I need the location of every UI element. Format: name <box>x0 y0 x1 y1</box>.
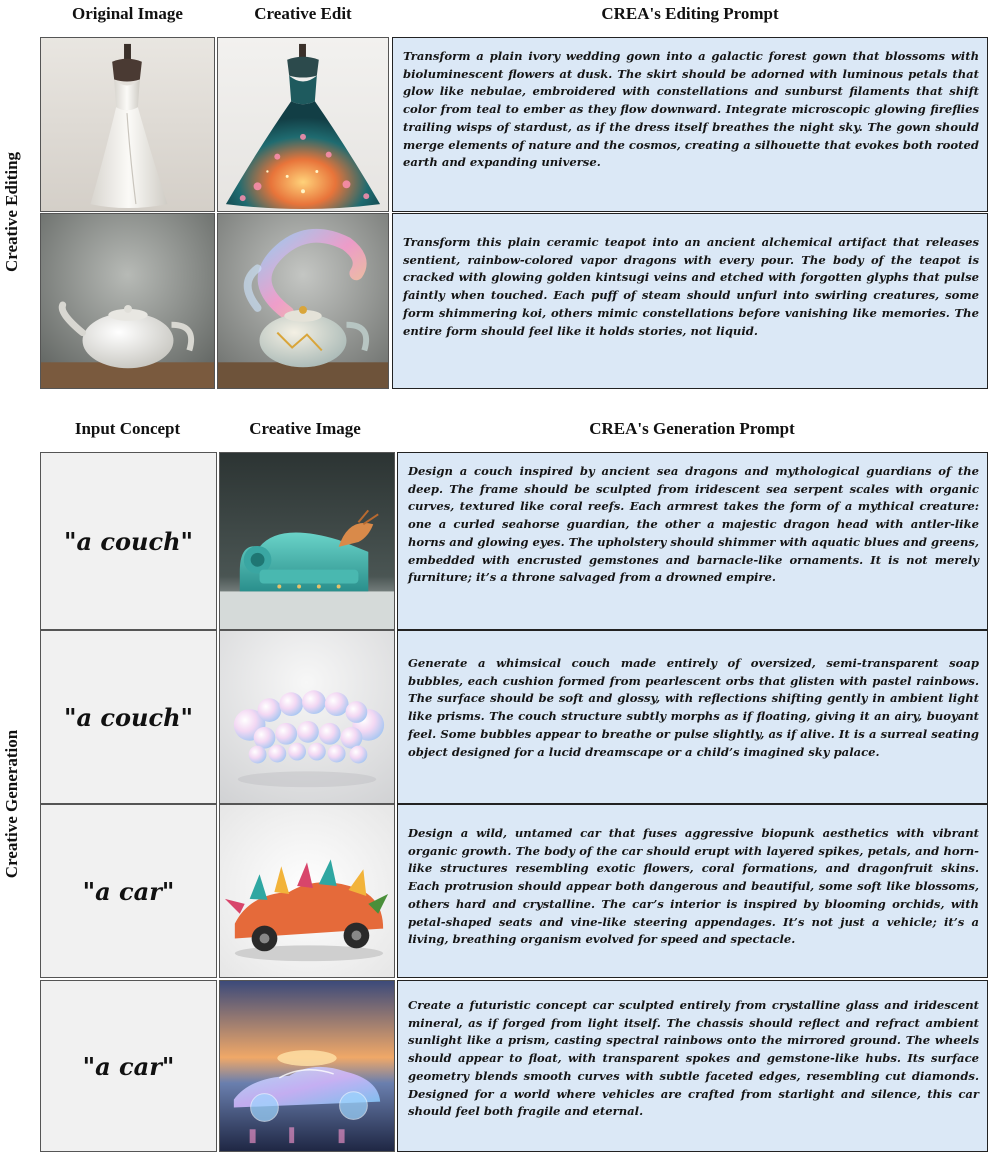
generation-prompt-sea-dragon-couch: Design a couch inspired by ancient sea dragons and mythological guardians of the deep. The frame should be sculpted from iridescent sea serpent scales with organic curves, textured like coral reefs. Each armrest takes the form of a mythical creature: one a curled seahorse guardian, the other a majestic dragon head with antler-like horns and glowing eyes. The upholstery should shimmer with aquatic blues and greens, embedded with encrusted gemstones and barnacle-like ornaments. It is not merely furniture; it’s a throne salvaged from a drowned empire. <box>397 452 988 630</box>
creative-edit-galactic-gown <box>217 37 389 212</box>
original-image-wedding-gown <box>40 37 215 212</box>
creative-image-biopunk-car <box>219 804 395 978</box>
input-concept-couch-1: "a couch" <box>40 452 217 630</box>
side-label-creative-generation: Creative Generation <box>2 729 21 879</box>
header-input-concept: Input Concept <box>74 419 181 438</box>
input-concept-car-2: "a car" <box>40 980 217 1152</box>
header-creative-edit: Creative Edit <box>254 4 352 23</box>
creative-image-bubble-couch <box>219 630 395 804</box>
header-original-image: Original Image <box>72 4 183 23</box>
input-concept-couch-2: "a couch" <box>40 630 217 804</box>
generation-prompt-biopunk-car: Design a wild, untamed car that fuses aggressive biopunk aesthetics with vibrant organic growth. The body of the car should erupt with layered spikes, petals, and horn-like structures resembling exotic flowers, coral formations, and dragonfruit skins. Each protrusion should appear both dangerous and beautiful, some soft like blossoms, others hard and crystalline. The car’s interior is inspired by blooming orchids, with petal-shaped seats and vine-like steering appendages. It’s not just a vehicle; it’s a living, breathing organism evolved for speed and spectacle. <box>397 804 988 978</box>
generation-prompt-bubble-couch: Generate a whimsical couch made entirely of oversized, semi-transparent soap bubbles, each cushion formed from pearlescent orbs that glisten with pastel rainbows. The surface should be soft and glossy, with reflections shifting gently in ambient light like prisms. The couch structure subtly morphs as if floating, giving it an airy, buoyant feel. Some bubbles appear to breathe or pulse slightly, as if alive. It is a surreal seating object designed for a lucid dreamscape or a child’s imagined sky palace. <box>397 630 988 804</box>
editing-prompt-gown: Transform a plain ivory wedding gown into a galactic forest gown that blossoms with bioluminescent flowers at dusk. The skirt should be adorned with luminous petals that glow like nebulae, embroidered with constellations and sunburst filaments that shift color from teal to ember as they flow downward. Integrate microscopic glowing fireflies trailing wisps of stardust, as if the dress itself breathes the night sky. The gown should merge elements of nature and the cosmos, creating a silhouette that evokes both rooted earth and expanding universe. <box>392 37 988 212</box>
creative-edit-alchemical-teapot <box>217 213 389 389</box>
creative-image-crystal-car <box>219 980 395 1152</box>
header-creative-image: Creative Image <box>249 419 361 438</box>
input-concept-car-1: "a car" <box>40 804 217 978</box>
editing-prompt-teapot: Transform this plain ceramic teapot into an ancient alchemical artifact that releases sentient, rainbow-colored vapor dragons with every pour. The body of the teapot is cracked with glowing golden kintsugi veins and etched with forgotten glyphs that pulse faintly when touched. Each puff of steam should unfurl into swirling creatures, some form shimmering koi, others mimic constellations before vanishing like memories. The entire form should feel like it holds stories, not liquid. <box>392 213 988 389</box>
generation-prompt-crystal-car: Create a futuristic concept car sculpted entirely from crystalline glass and iridescent mineral, as if forged from light itself. The chassis should reflect and refract ambient sunlight like a prism, casting spectral rainbows onto the mirrored ground. The wheels should appear to float, with transparent spokes and gemstone-like hubs. Its surface geometry blends smooth curves with subtle faceted edges, resembling cut diamonds. Designed for a world where vehicles are crafted from starlight and silence, this car should feel both fragile and eternal. <box>397 980 988 1152</box>
original-image-teapot <box>40 213 215 389</box>
header-generation-prompt: CREA's Generation Prompt <box>589 419 795 438</box>
creative-image-sea-dragon-couch <box>219 452 395 630</box>
side-label-creative-editing: Creative Editing <box>2 151 21 273</box>
header-editing-prompt: CREA's Editing Prompt <box>601 4 779 23</box>
